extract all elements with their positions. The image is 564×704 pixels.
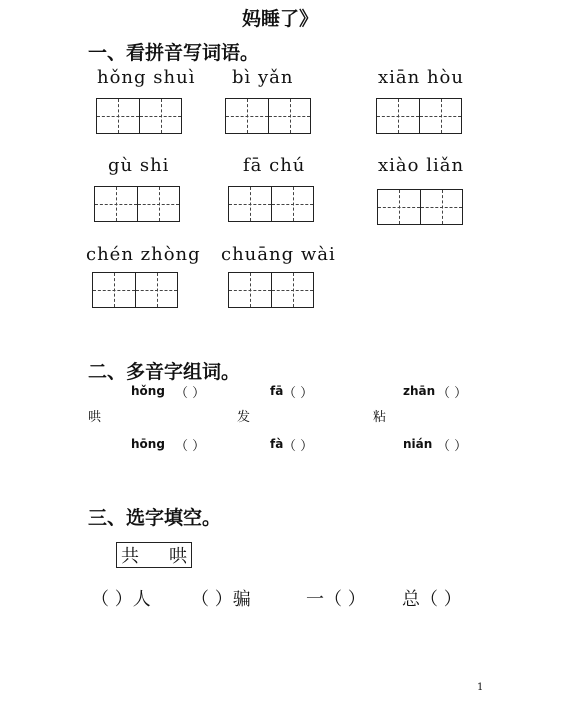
pinyin-label: bì yǎn <box>232 67 294 88</box>
pinyin-label: gù shi <box>108 155 170 176</box>
pinyin-label: xiào liǎn <box>378 155 465 176</box>
answer-blank[interactable]: （ ） <box>437 439 468 454</box>
answer-blank[interactable]: （ ） <box>175 386 206 401</box>
answer-blank[interactable]: （ ） <box>437 386 468 401</box>
writing-grid[interactable] <box>225 98 311 134</box>
section-2-heading: 二、多音字组词。 <box>88 361 241 383</box>
polyphone-char: 哄 <box>88 410 102 425</box>
answer-blank[interactable]: （ ） <box>283 386 314 401</box>
pinyin-label: fà <box>270 437 284 451</box>
pinyin-label: xiān hòu <box>378 67 464 88</box>
pinyin-label: hōng <box>131 437 165 451</box>
pinyin-label: fā <box>270 384 284 398</box>
pinyin-label: hǒng shuì <box>97 67 196 88</box>
answer-blank[interactable]: （ ） <box>175 439 206 454</box>
fill-blank[interactable]: （ ）人 <box>91 589 151 610</box>
fill-blank[interactable]: 总（ ） <box>402 589 462 610</box>
polyphone-char: 粘 <box>373 410 387 425</box>
writing-grid[interactable] <box>228 272 314 308</box>
page-number: 1 <box>477 682 484 693</box>
pinyin-label: zhān <box>403 384 436 398</box>
pinyin-label: fā chú <box>243 155 306 176</box>
writing-grid[interactable] <box>92 272 178 308</box>
writing-grid[interactable] <box>228 186 314 222</box>
pinyin-label: chén zhòng <box>86 244 201 265</box>
section-1-heading: 一、看拼音写词语。 <box>88 42 260 64</box>
writing-grid[interactable] <box>94 186 180 222</box>
document-title: 妈睡了》 <box>242 8 319 30</box>
choice-char: 共 <box>121 546 139 567</box>
choice-box <box>116 542 192 568</box>
section-3-heading: 三、选字填空。 <box>88 507 222 529</box>
writing-grid[interactable] <box>377 189 463 225</box>
writing-grid[interactable] <box>376 98 462 134</box>
answer-blank[interactable]: （ ） <box>283 439 314 454</box>
pinyin-label: nián <box>403 437 433 451</box>
choice-char: 哄 <box>169 546 187 567</box>
polyphone-char: 发 <box>237 410 251 425</box>
writing-grid[interactable] <box>96 98 182 134</box>
fill-blank[interactable]: （ ）骗 <box>191 589 251 610</box>
pinyin-label: hǒng <box>131 384 165 398</box>
pinyin-label: chuāng wài <box>221 244 336 265</box>
fill-blank[interactable]: 一（ ） <box>306 589 366 610</box>
